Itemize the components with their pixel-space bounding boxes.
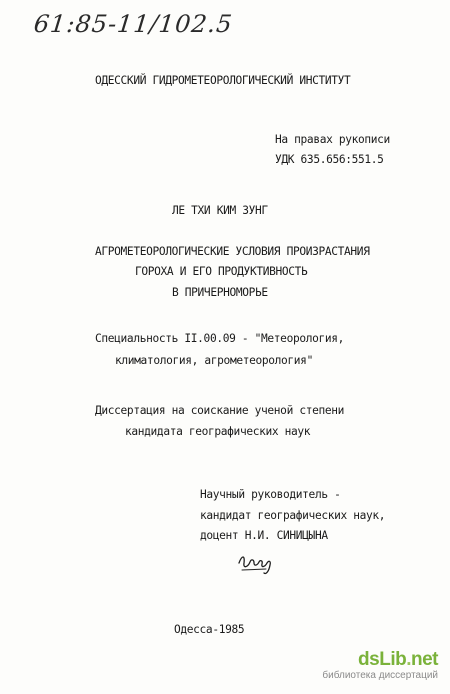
- supervisor-line-1: Научный руководитель -: [200, 488, 341, 501]
- thesis-title-line-1: АГРОМЕТЕОРОЛОГИЧЕСКИЕ УСЛОВИЯ ПРОИЗРАСТАНИЯ: [95, 245, 370, 258]
- dissertation-degree-line-2: кандидата географических наук: [125, 425, 311, 438]
- institute-name: ОДЕССКИЙ ГИДРОМЕТЕОРОЛОГИЧЕСКИЙ ИНСТИТУТ: [95, 74, 351, 87]
- dissertation-degree-line-1: Диссертация на соискание ученой степени: [95, 404, 345, 417]
- logo-part-ds: ds: [358, 649, 380, 670]
- dslib-logo: [320, 650, 438, 670]
- thesis-title-line-2: ГОРОХА И ЕГО ПРОДУКТИВНОСТЬ: [135, 265, 308, 278]
- handwritten-signature: [236, 551, 276, 579]
- thesis-title-line-3: В ПРИЧЕРНОМОРЬЕ: [172, 286, 268, 299]
- logo-part-dot: .: [406, 649, 411, 670]
- supervisor-line-3: доцент Н.И. СИНИЦЫНА: [200, 529, 328, 542]
- place-and-year: Одесса-1985: [174, 623, 245, 636]
- dslib-watermark[interactable]: [320, 650, 438, 682]
- handwritten-call-number: 61:85-11/102.5: [32, 10, 235, 38]
- specialty-line-1: Специальность II.00.09 - "Метеорология,: [95, 332, 345, 345]
- logo-part-lib: Lib: [379, 649, 407, 670]
- supervisor-line-2: кандидат географических наук,: [200, 509, 386, 522]
- author-name: ЛЕ ТХИ КИМ ЗУНГ: [172, 204, 268, 217]
- watermark-subtitle: библиотека диссертаций: [322, 670, 438, 681]
- logo-part-net: net: [411, 649, 438, 670]
- specialty-line-2: климатология, агрометеорология": [115, 354, 313, 367]
- rights-notice: На правах рукописи: [275, 133, 390, 146]
- udc-code: УДК 635.656:551.5: [275, 153, 384, 166]
